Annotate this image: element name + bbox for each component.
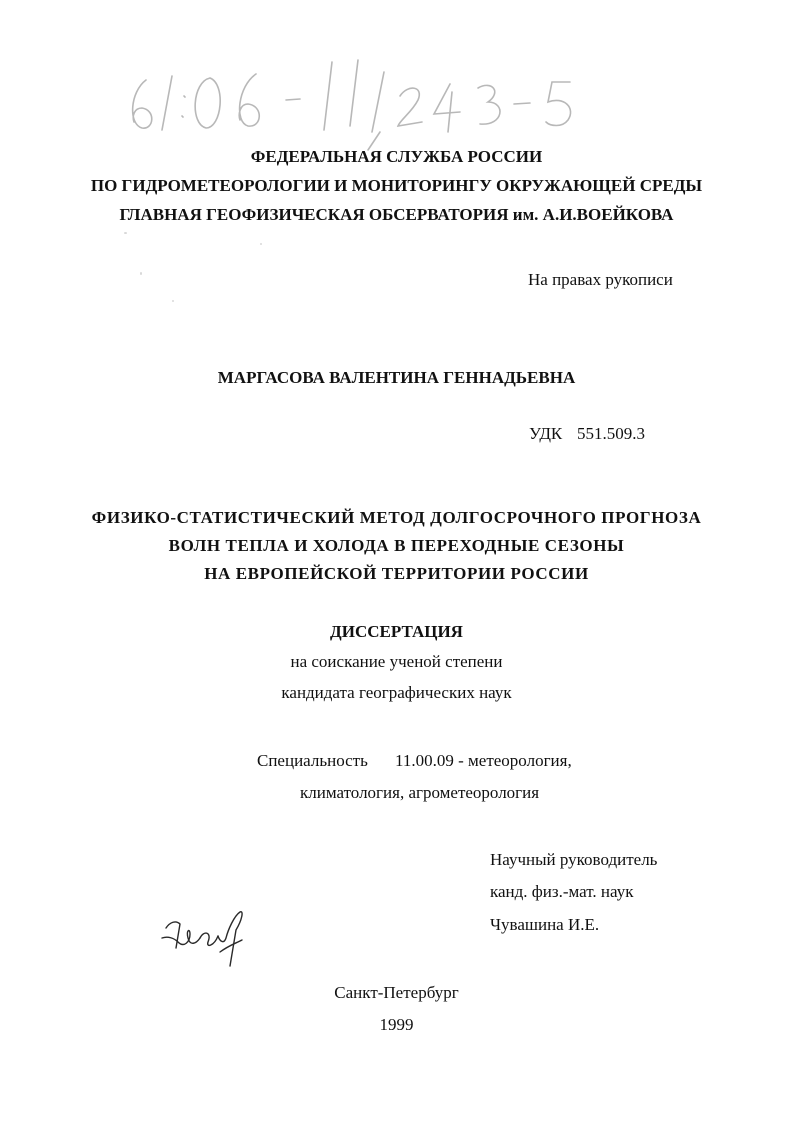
udk-value: 551.509.3 bbox=[577, 424, 645, 443]
org-line-1: ФЕДЕРАЛЬНАЯ СЛУЖБА РОССИИ bbox=[250, 147, 543, 166]
dissertation-title-line-3: НА ЕВРОПЕЙСКОЙ ТЕРРИТОРИИ РОССИИ bbox=[204, 564, 589, 583]
supervisor-degree: канд. физ.-мат. наук bbox=[490, 882, 634, 901]
archive-handwritten-mark bbox=[118, 52, 598, 152]
scan-speck bbox=[260, 243, 262, 245]
city: Санкт-Петербург bbox=[334, 983, 459, 1002]
scan-speck bbox=[140, 272, 142, 275]
specialty-label: Специальность bbox=[257, 751, 368, 770]
work-type-line-2: кандидата географических наук bbox=[281, 683, 512, 702]
scan-speck bbox=[124, 232, 127, 234]
dissertation-title-line-2: ВОЛН ТЕПЛА И ХОЛОДА В ПЕРЕХОДНЫЕ СЕЗОНЫ bbox=[168, 536, 625, 555]
specialty-continuation: климатология, агрометеорология bbox=[300, 783, 540, 802]
author-signature bbox=[160, 908, 250, 970]
year: 1999 bbox=[379, 1015, 414, 1034]
supervisor-name: Чувашина И.Е. bbox=[490, 915, 600, 934]
udk-label: УДК bbox=[529, 424, 563, 443]
work-type-heading: ДИССЕРТАЦИЯ bbox=[330, 622, 463, 641]
dissertation-title-line-1: ФИЗИКО-СТАТИСТИЧЕСКИЙ МЕТОД ДОЛГОСРОЧНОГО ПРОГНОЗА bbox=[91, 508, 702, 527]
author-name: МАРГАСОВА ВАЛЕНТИНА ГЕННАДЬЕВНА bbox=[217, 368, 576, 387]
specialty-code: 11.00.09 - метеорология, bbox=[395, 751, 572, 770]
manuscript-rights-note: На правах рукописи bbox=[528, 270, 673, 289]
org-line-3: ГЛАВНАЯ ГЕОФИЗИЧЕСКАЯ ОБСЕРВАТОРИЯ им. А.И.ВОЕЙКОВА bbox=[119, 205, 674, 224]
work-type-line-1: на соискание ученой степени bbox=[290, 652, 503, 671]
supervisor-role: Научный руководитель bbox=[490, 850, 658, 869]
scan-speck bbox=[172, 300, 174, 302]
org-line-2: ПО ГИДРОМЕТЕОРОЛОГИИ И МОНИТОРИНГУ ОКРУЖАЮЩЕЙ СРЕДЫ bbox=[90, 176, 703, 195]
